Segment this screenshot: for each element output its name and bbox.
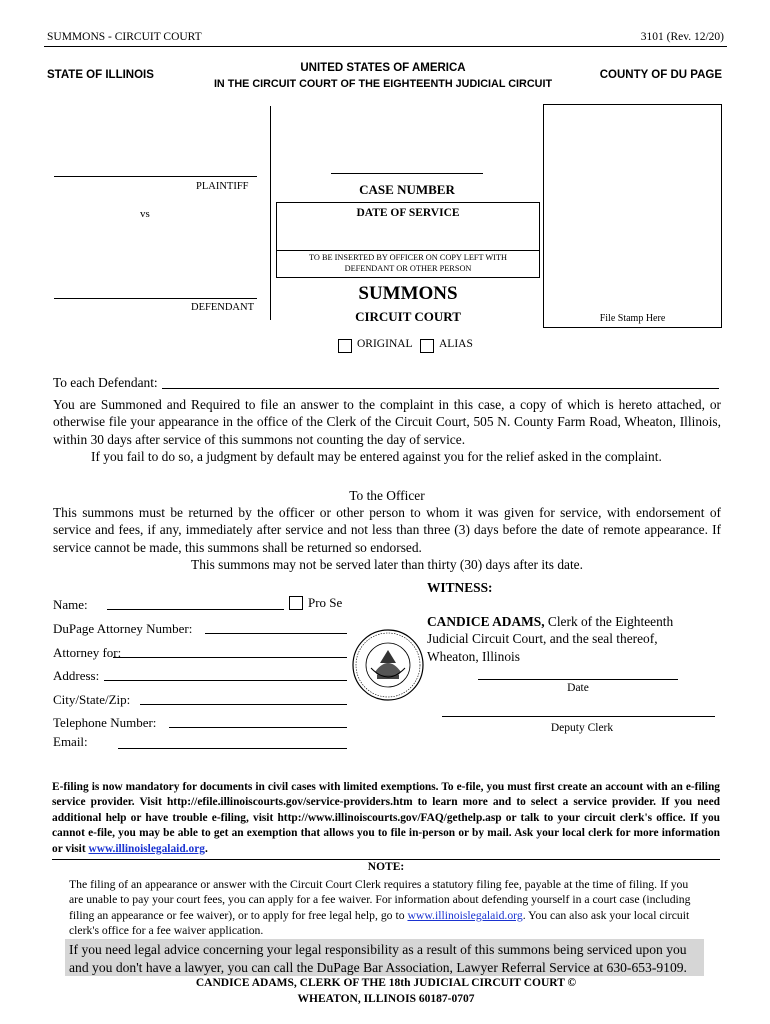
court-seal-icon bbox=[351, 628, 425, 702]
form-number: 3101 (Rev. 12/20) bbox=[640, 31, 724, 43]
telephone-label: Telephone Number: bbox=[53, 715, 157, 730]
clerk-name: CANDICE ADAMS, bbox=[427, 614, 545, 629]
clerk-location: Wheaton, Illinois bbox=[427, 648, 520, 664]
telephone-field[interactable] bbox=[169, 727, 347, 728]
officer-text: This summons must be returned by the officer or other person to whom it was given for service, with endorsement of service and fees, if any, immediately after service and not less than three (3) days before the date of remote appearance. If service cannot be made, this summons shall be returned so endorsed. bbox=[53, 505, 721, 555]
circuit-heading: IN THE CIRCUIT COURT OF THE EIGHTEENTH JUDICIAL CIRCUIT bbox=[213, 78, 553, 90]
attorney-for-field[interactable] bbox=[113, 657, 347, 658]
summons-title: SUMMONS bbox=[358, 283, 458, 304]
attorney-for-label: Attorney for: bbox=[53, 645, 122, 660]
officer-section-title: To the Officer bbox=[349, 488, 425, 503]
form-title: SUMMONS - CIRCUIT COURT bbox=[47, 31, 202, 43]
witness-title: WITNESS: bbox=[427, 580, 493, 595]
circuit-court-subtitle: CIRCUIT COURT bbox=[355, 309, 461, 324]
email-field[interactable] bbox=[118, 748, 347, 749]
note-title: NOTE: bbox=[367, 861, 405, 873]
efiling-text: E-filing is now mandatory for documents in civil cases with limited exemptions. To e-file, you must first create an account with an e-filing service provider. Visit http://efile.illinoiscourts.gov/service-providers.htm to learn more and to select a service provider. If you need additional help or have trouble e-filing, visit http://www.illinoiscourts.gov/FAQ/gethelp.asp or talk to your circuit clerk's office. If you cannot e-file, you may be able to get an exemption that allows you to file in-person or by mail. Ask your local clerk for more information or visit bbox=[52, 781, 720, 855]
efiling-legal-aid-link[interactable]: www.illinoislegalaid.org bbox=[88, 842, 205, 855]
name-label: Name: bbox=[53, 597, 88, 612]
default-warning: If you fail to do so, a judgment by default may be entered against you for the relief asked in the complaint. bbox=[91, 448, 662, 464]
summons-text: You are Summoned and Required to file an answer to the complaint in this case, a copy of which is hereto attached, or otherwise file your appearance in the office of the Clerk of the Circuit Court, 505 N. County Farm Road, Wheaton, Illinois, within 30 days after service of this summons not counting the day of service. bbox=[53, 397, 721, 447]
officer-note: TO BE INSERTED BY OFFICER ON COPY LEFT WITH DEFENDANT OR OTHER PERSON bbox=[308, 253, 508, 273]
deputy-clerk-label: Deputy Clerk bbox=[550, 722, 614, 734]
county-label: COUNTY OF DU PAGE bbox=[599, 69, 722, 81]
date-of-service-label: DATE OF SERVICE bbox=[356, 207, 460, 219]
date-label: Date bbox=[567, 682, 589, 694]
alias-label: ALIAS bbox=[439, 338, 473, 350]
clerk-title: Clerk of the Eighteenth bbox=[544, 614, 674, 629]
plaintiff-line[interactable] bbox=[54, 176, 257, 177]
caption-left-bracket bbox=[270, 106, 271, 320]
case-number-line[interactable] bbox=[331, 173, 483, 174]
clerk-signature-block bbox=[427, 613, 727, 665]
officer-limit: This summons may not be served later than thirty (30) days after its date. bbox=[191, 556, 583, 572]
to-each-defendant: To each Defendant: bbox=[53, 375, 158, 390]
plaintiff-label: PLAINTIFF bbox=[196, 181, 249, 192]
address-label: Address: bbox=[53, 668, 100, 683]
original-label: ORIGINAL bbox=[357, 338, 413, 350]
file-stamp-box bbox=[543, 104, 722, 328]
note-text-end: . You can also ask your local circuit clerk's office for a fee waiver application. bbox=[69, 908, 690, 938]
case-number-label: CASE NUMBER bbox=[359, 182, 455, 197]
note-top-rule bbox=[52, 859, 720, 860]
original-checkbox[interactable] bbox=[338, 339, 352, 353]
date-signature-line[interactable] bbox=[478, 679, 678, 680]
pro-se-label: Pro Se bbox=[308, 595, 343, 610]
city-state-zip-field[interactable] bbox=[140, 704, 347, 705]
address-field[interactable] bbox=[104, 680, 347, 681]
name-field[interactable] bbox=[107, 609, 284, 610]
pro-se-checkbox[interactable] bbox=[289, 596, 303, 610]
efiling-notice bbox=[52, 780, 720, 857]
email-label: Email: bbox=[53, 734, 88, 749]
attorney-number-field[interactable] bbox=[205, 633, 347, 634]
defendant-label: DEFENDANT bbox=[191, 302, 254, 313]
header-rule bbox=[44, 46, 727, 47]
alias-checkbox[interactable] bbox=[420, 339, 434, 353]
clerk-court: Judicial Circuit Court, and the seal thereof, bbox=[427, 631, 658, 647]
efiling-end: . bbox=[204, 842, 208, 855]
summons-paragraph bbox=[53, 396, 721, 465]
footer-line1: CANDICE ADAMS, CLERK OF THE 18th JUDICIAL CIRCUIT COURT © bbox=[195, 977, 577, 989]
city-state-zip-label: City/State/Zip: bbox=[53, 692, 131, 707]
vs-label: vs bbox=[140, 208, 150, 220]
attorney-number-label: DuPage Attorney Number: bbox=[53, 621, 193, 636]
note-legal-aid-link[interactable]: www.illinoislegalaid.org bbox=[407, 908, 523, 922]
country-heading: UNITED STATES OF AMERICA bbox=[300, 62, 466, 74]
deputy-clerk-line[interactable] bbox=[442, 716, 715, 717]
defendant-name-line[interactable] bbox=[162, 388, 719, 389]
defendant-line[interactable] bbox=[54, 298, 257, 299]
file-stamp-label: File Stamp Here bbox=[599, 313, 666, 324]
state-label: STATE OF ILLINOIS bbox=[47, 69, 154, 81]
footer-line2: WHEATON, ILLINOIS 60187-0707 bbox=[297, 993, 475, 1005]
note-text: The filing of an appearance or answer with the Circuit Court Clerk requires a statutory filing fee, payable at the time of filing. If you are unable to pay your court fees, you can apply for a fee waiver. For information about defending yourself in a court case (including filing an appearance or fee waiver), or to apply for free legal help, go to bbox=[69, 878, 691, 922]
officer-paragraph bbox=[53, 504, 721, 573]
note-paragraph bbox=[69, 877, 701, 939]
legal-help-text: If you need legal advice concerning your legal responsibility as a result of this summons being serviced upon you and you don't have a lawyer, you can call the DuPage Bar Association, Lawyer Referral Service at 630-653-9109. bbox=[69, 942, 687, 975]
